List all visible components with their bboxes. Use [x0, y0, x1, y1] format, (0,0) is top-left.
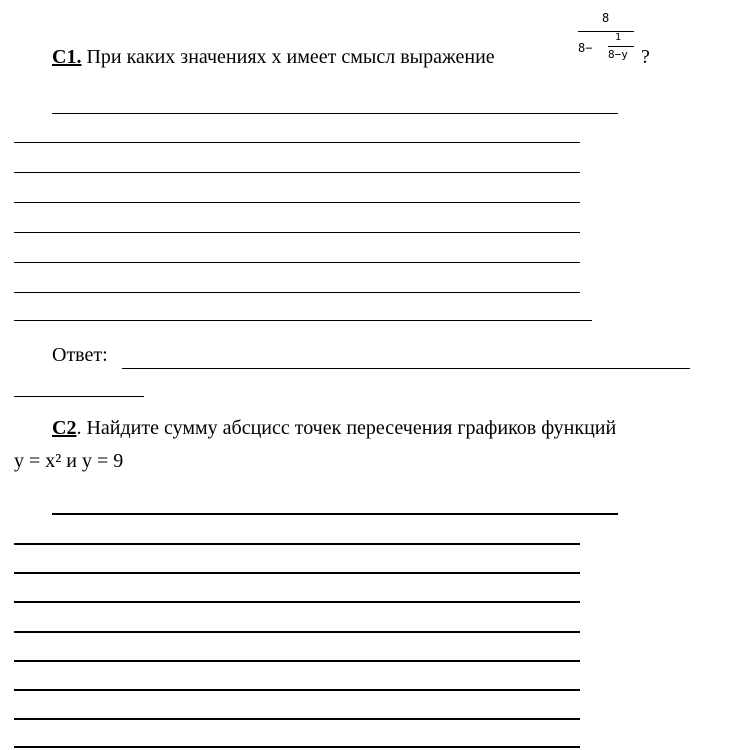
answer-line	[14, 142, 580, 143]
answer-line	[14, 172, 580, 173]
question-c1-label: С1.	[52, 46, 82, 68]
fraction-denominator-prefix: 8−	[578, 41, 593, 55]
answer-line	[14, 660, 580, 662]
answer-line	[52, 513, 618, 515]
answer-line	[14, 746, 580, 748]
answer-line	[52, 113, 618, 114]
question-c1-text: При каких значениях x имеет смысл выражение	[81, 46, 495, 68]
answer-line	[14, 601, 580, 603]
answer-field-line[interactable]	[122, 368, 690, 369]
question-c1-end-mark: ?	[641, 46, 650, 68]
answer-line	[14, 572, 580, 574]
fraction-numerator: 8	[602, 11, 610, 25]
answer-line	[14, 232, 580, 233]
answer-line	[14, 543, 580, 545]
answer-line	[14, 292, 580, 293]
answer-label: Ответ:	[52, 344, 108, 366]
answer-line	[14, 202, 580, 203]
question-c2-text-line1: . Найдите сумму абсцисс точек пересечения графиков функций	[76, 417, 617, 439]
answer-line	[14, 689, 580, 691]
fraction-inner-denominator: 8−y	[608, 48, 628, 61]
fraction-expression	[578, 10, 638, 70]
answer-line	[14, 631, 580, 633]
answer-line	[14, 320, 592, 321]
answer-line	[14, 718, 580, 720]
question-c2	[52, 416, 616, 440]
fraction-inner-bar	[608, 46, 634, 47]
answer-field-line-continuation[interactable]	[14, 396, 144, 397]
question-c2-text-line2: y = x² и y = 9	[14, 450, 124, 472]
question-c2-label: С2	[52, 417, 77, 439]
question-c1	[52, 45, 495, 69]
fraction-inner-numerator: 1	[615, 32, 622, 43]
fraction-main-bar	[578, 31, 634, 32]
answer-line	[14, 262, 580, 263]
